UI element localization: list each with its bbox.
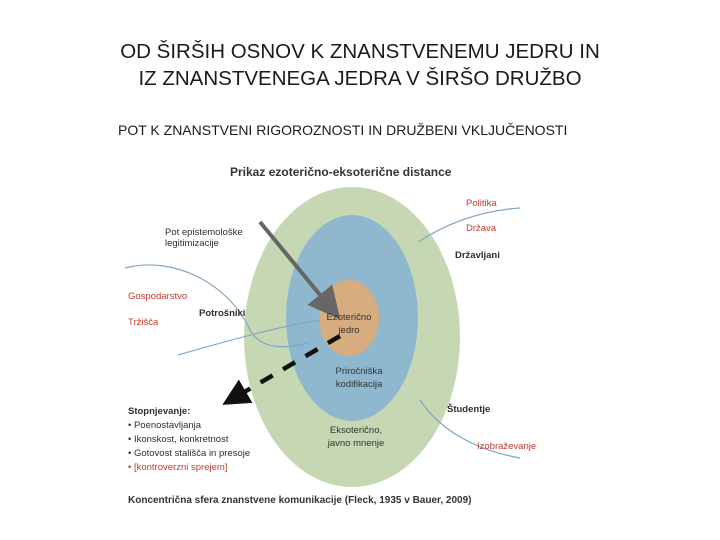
middle-label-2: kodifikacija [335, 379, 383, 390]
title-line-2: IZ ZNANSTVENEGA JEDRA V ŠIRŠO DRUŽBO [138, 67, 582, 90]
page-subtitle: POT K ZNANSTVENI RIGOROZNOSTI IN DRUŽBENI VKLJUČENOSTI [118, 122, 568, 138]
diagram-caption: Koncentrična sfera znanstvene komunikacije (Fleck, 1935 v Bauer, 2009) [128, 495, 472, 506]
stopnjevanje-heading: Stopnjevanje: [128, 406, 191, 417]
label-politika: Politika [466, 198, 497, 209]
core-label-1: Ezoterično [326, 312, 372, 323]
diagram-header: Prikaz ezoterično-eksoterične distance [230, 165, 452, 179]
stopnjevanje-item-controversial: • [kontroverzni sprejem] [128, 462, 228, 473]
path-label-1: Pot epistemološke [165, 227, 243, 238]
label-studentje: Študentje [447, 404, 491, 415]
outer-label-2: javno mnenje [327, 438, 385, 449]
label-potrosniki: Potrošniki [199, 308, 246, 319]
title-line-1: OD ŠIRŠIH OSNOV K ZNANSTVENEMU JEDRU IN [120, 40, 600, 63]
middle-label-1: Priročniška [335, 366, 383, 377]
path-label-2: legitimizacije [165, 238, 219, 249]
label-trzisca: Tržišča [128, 317, 159, 328]
stopnjevanje-item: • Poenostavljanja [128, 420, 202, 431]
core-label-2: jedro [338, 325, 360, 336]
outer-label-1: Eksoterično, [329, 425, 383, 436]
label-drzava: Država [466, 223, 497, 234]
label-izobrazevanje: Izobraževanje [477, 441, 537, 452]
stopnjevanje-item: • Gotovost stališča in presoje [128, 448, 251, 459]
stopnjevanje-item: • Ikonskost, konkretnost [128, 434, 229, 445]
label-gospodarstvo: Gospodarstvo [128, 291, 188, 302]
label-drzavljani: Državljani [455, 250, 500, 261]
